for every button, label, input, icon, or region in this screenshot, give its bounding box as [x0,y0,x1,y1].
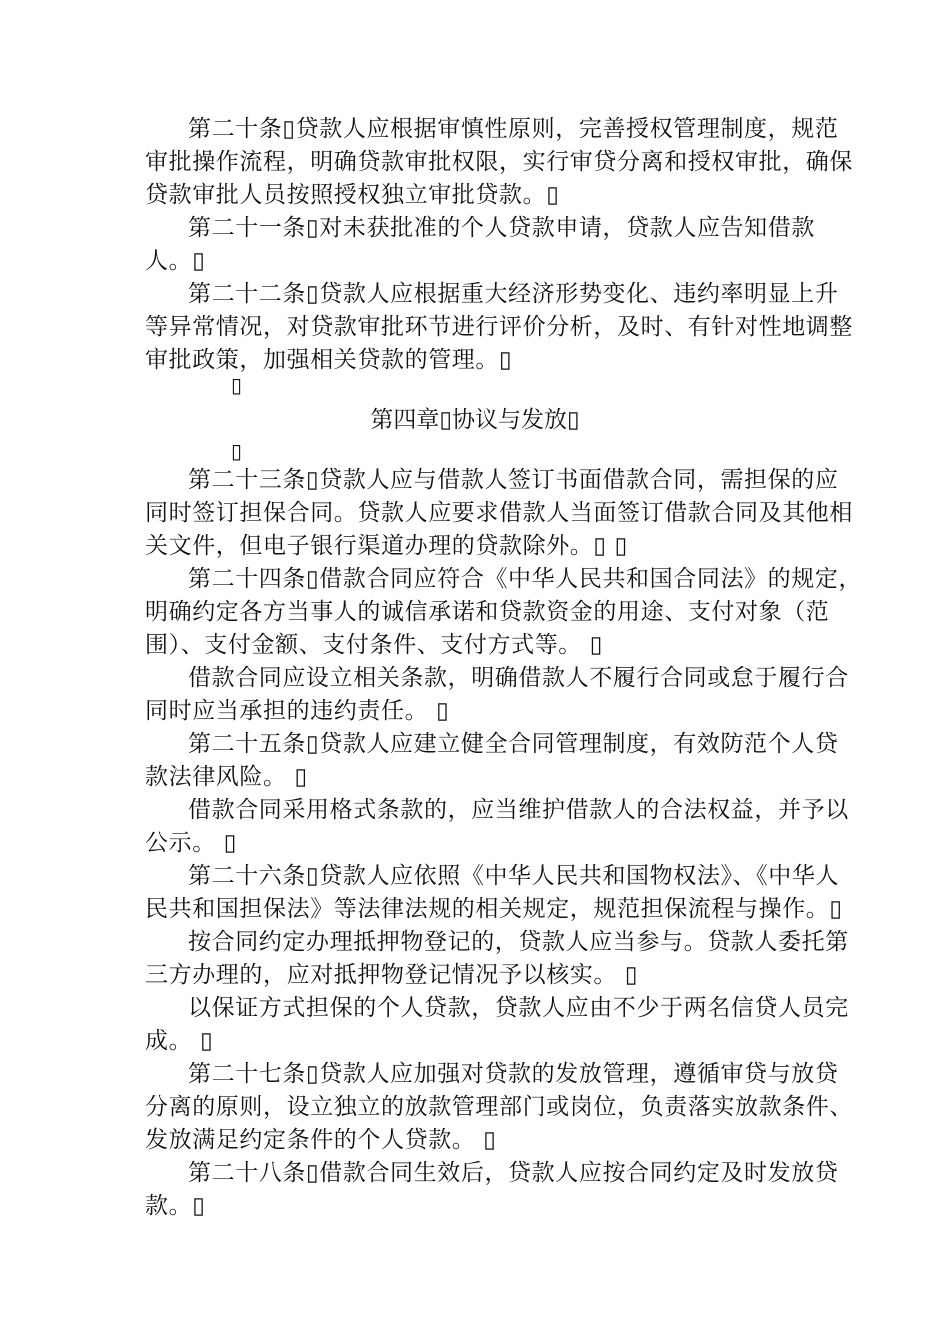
article-26-para2-line-1: 按合同约定办理抵押物登记的，贷款人应当参与。贷款人委托第 [188,929,849,955]
article-20-line-3: 贷款审批人员按照授权独立审批贷款。▯ [145,182,560,208]
article-26-line-2: 民共和国担保法》等法律法规的相关规定，规范担保流程与操作。▯ [145,896,843,922]
blank-line-mark: ▯ [231,439,243,463]
blank-line-mark: ▯ [231,373,243,397]
article-27-line-3: 发放满足约定条件的个人贷款。 ▯ [145,1127,497,1153]
article-26-para2-line-2: 三方办理的，应对抵押物登记情况予以核实。 ▯ [145,962,639,988]
article-25-para2-line-1: 借款合同采用格式条款的，应当维护借款人的合法权益，并予以 [188,797,849,823]
article-22-line-1: 第二十二条▯贷款人应根据重大经济形势变化、违约率明显上升 [188,281,839,307]
article-25-line-2: 款法律风险。 ▯ [145,764,308,790]
article-20-line-1: 第二十条▯贷款人应根据审慎性原则，完善授权管理制度，规范 [188,116,839,142]
article-27-line-1: 第二十七条▯贷款人应加强对贷款的发放管理，遵循审贷与放贷 [188,1061,839,1087]
article-22-line-3: 审批政策，加强相关贷款的管理。▯ [145,347,513,373]
article-25-line-1: 第二十五条▯贷款人应建立健全合同管理制度，有效防范个人贷 [188,731,839,757]
article-24-line-1: 第二十四条▯借款合同应符合《中华人民共和国合同法》的规定， [188,566,863,592]
article-24-para2-line-2: 同时应当承担的违约责任。 ▯ [145,698,450,724]
article-25-para2-line-2: 公示。 ▯ [145,830,237,856]
article-24-line-3: 围）、支付金额、支付条件、支付方式等。 ▯ [145,632,604,658]
article-24-line-2: 明确约定各方当事人的诚信承诺和贷款资金的用途、支付对象（范 [145,599,830,625]
article-21-line-1: 第二十一条▯对未获批准的个人贷款申请，贷款人应告知借款 [188,215,815,241]
article-28-line-2: 款。▯ [145,1193,206,1219]
article-22-line-2: 等异常情况，对贷款审批环节进行评价分析，及时、有针对性地调整 [145,314,853,340]
article-27-line-2: 分离的原则，设立独立的放款管理部门或岗位，负责落实放款条件、 [145,1094,853,1120]
article-26-para3-line-2: 成。 ▯ [145,1028,214,1054]
article-23-line-1: 第二十三条▯贷款人应与借款人签订书面借款合同，需担保的应 [188,467,839,493]
article-26-para3-line-1: 以保证方式担保的个人贷款，贷款人应由不少于两名信贷人员完 [188,995,849,1021]
article-26-line-1: 第二十六条▯贷款人应依照《中华人民共和国物权法》、《中华人 [188,863,840,889]
article-28-line-1: 第二十八条▯借款合同生效后，贷款人应按合同约定及时发放贷 [188,1160,839,1186]
chapter-title: 第四章▯协议与发放▯ [370,407,580,433]
article-23-line-3: 关文件，但电子银行渠道办理的贷款除外。▯ ▯ [145,533,628,559]
article-24-para2-line-1: 借款合同应设立相关条款，明确借款人不履行合同或怠于履行合 [188,665,849,691]
article-21-line-2: 人。▯ [145,248,206,274]
article-20-line-2: 审批操作流程，明确贷款审批权限，实行审贷分离和授权审批，确保 [145,149,853,175]
article-23-line-2: 同时签订担保合同。贷款人应要求借款人当面签订借款合同及其他相 [145,500,853,526]
